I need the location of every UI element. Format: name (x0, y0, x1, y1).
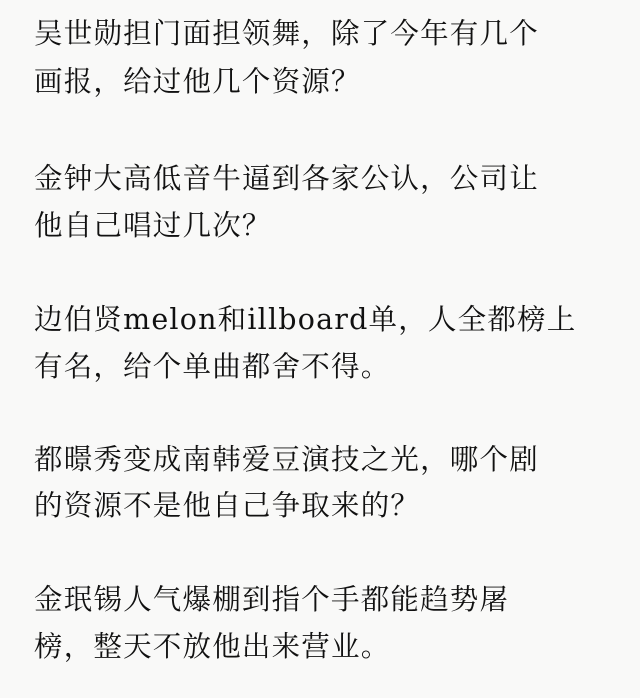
text-line: 吴世勋担门面担领舞，除了今年有几个 (34, 17, 539, 50)
text-line: 金钟大高低音牛逼到各家公认，公司让 (34, 162, 539, 195)
text-line: 金珉锡人气爆棚到指个手都能趋势屠 (34, 583, 510, 616)
text-line: 他自己唱过几次？ (34, 209, 272, 242)
text-line: 都暻秀变成南韩爱豆演技之光，哪个剧 (34, 443, 539, 476)
text-line: 的资源不是他自己争取来的？ (34, 489, 421, 522)
text-line: 画报，给过他几个资源？ (34, 65, 361, 98)
text-line: 榜，整天不放他出来营业。 (34, 630, 391, 663)
text-line: 有名，给个单曲都舍不得。 (34, 350, 391, 383)
text-line: 边伯贤melon和illboard单，人全都榜上 (34, 303, 577, 336)
